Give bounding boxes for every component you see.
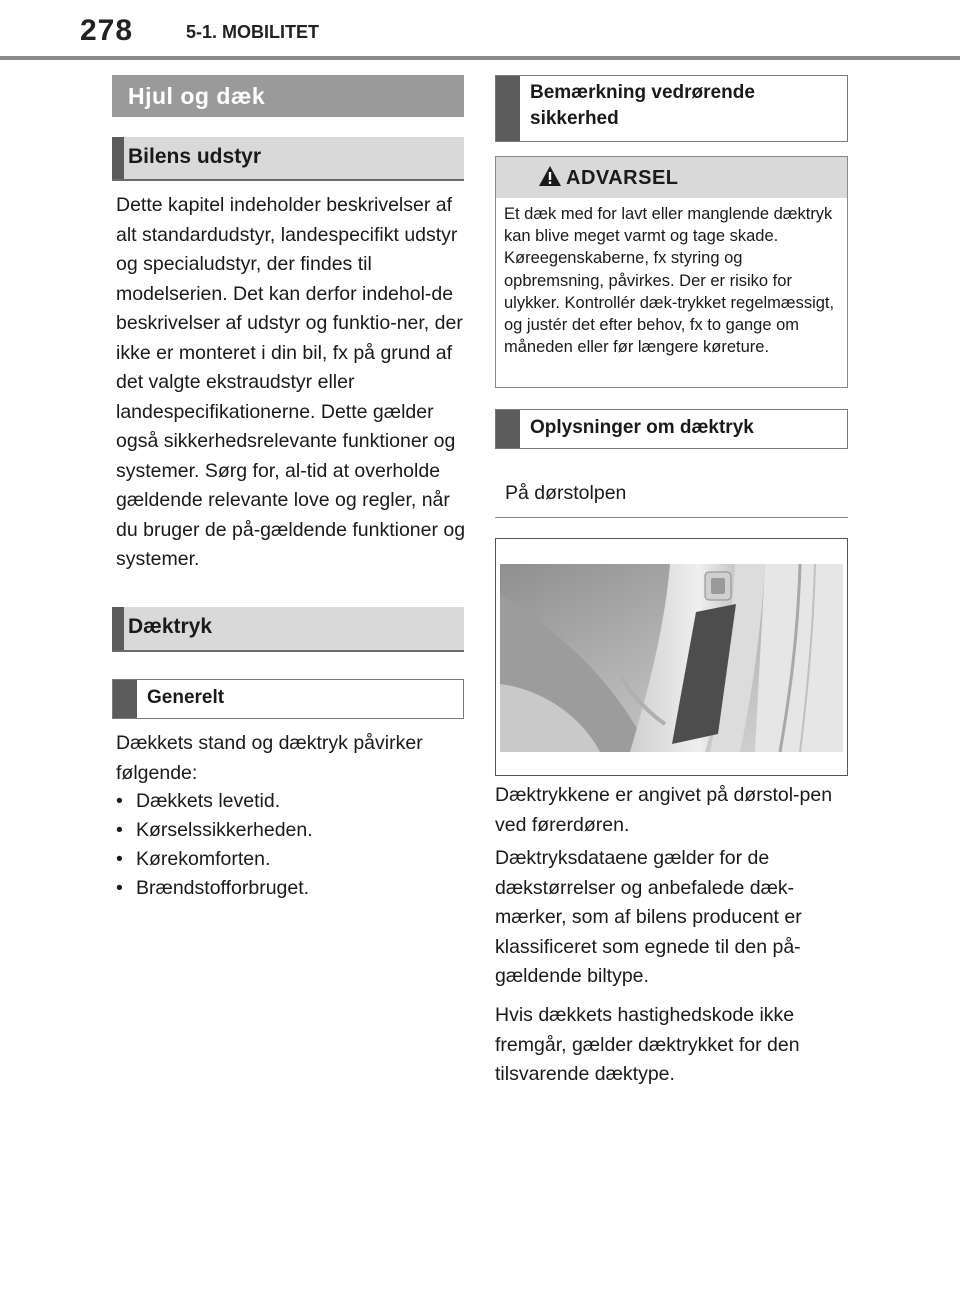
- effects-list: [112, 787, 464, 903]
- subheading-bar: [113, 680, 137, 718]
- bullet-icon: •: [116, 848, 123, 870]
- door-pillar-illustration: [500, 564, 843, 752]
- subheading-general-label: Generelt: [147, 687, 225, 708]
- door-pillar-heading: [495, 470, 848, 518]
- page-number: 278: [80, 14, 134, 47]
- page-header: [0, 0, 960, 60]
- list-item: • Dækkets levetid.: [112, 787, 464, 816]
- heading-equipment: [112, 137, 464, 181]
- equipment-paragraph: Dette kapitel indeholder beskrivelser af alt standardudstyr, landespecifikt udstyr og specialudstyr, der findes til modelserien. Det kan derfor indehol-de beskrivelser af udstyr og funktio-ner, der ikke er monteret i din bil, fx på grund af det valgte ekstraudstyr eller landespecifikationerne. Dette gælder også sikkerhedsrelevante funktioner og systemer. Sørg for, al-tid at overholde gældende relevante love og regler, når du bruger de på-gældende funktioner og systemer.: [116, 194, 466, 570]
- subheading-bar: [496, 410, 520, 448]
- warning-title: ADVARSEL: [566, 167, 679, 189]
- list-item: • Kørselssikkerheden.: [112, 816, 464, 845]
- heading-pressure-label: Dæktryk: [128, 615, 213, 638]
- location-paragraph: Dæktrykkene er angivet på dørstol-pen ved førerdøren.: [495, 784, 833, 836]
- subheading-info-label: Oplysninger om dæktryk: [530, 417, 754, 438]
- bullet-icon: •: [116, 877, 123, 899]
- warning-text: Et dæk med for lavt eller manglende dæktryk kan blive meget varmt og tage skade. Køreegenskaberne, fx styring og opbremsning, påvirkes. Der er risiko for ulykker. Kontrollér dæk-trykket regelmæssigt, og justér det efter behov, fx to gange om måneden eller før længere køreture.: [504, 205, 835, 357]
- list-item: • Kørekomforten.: [112, 845, 464, 874]
- chapter-title: Hjul og dæk: [112, 75, 464, 117]
- warning-box: [495, 156, 848, 388]
- general-intro: Dækkets stand og dæktryk påvirker følgende:: [116, 732, 423, 784]
- warning-triangle-icon: [538, 165, 562, 192]
- subheading-safety-label: Bemærkning vedrørende sikkerhed: [530, 82, 755, 129]
- heading-pressure: [112, 607, 464, 652]
- subheading-bar: [496, 76, 520, 141]
- heading-bar: [112, 607, 124, 650]
- speed-code-paragraph: Hvis dækkets hastighedskode ikke fremgår, gælder dæktrykket for den tilsvarende dæktype.: [495, 1004, 800, 1085]
- subheading-safety: [495, 75, 848, 142]
- heading-bar: [112, 137, 124, 179]
- heading-equipment-label: Bilens udstyr: [128, 145, 262, 168]
- bullet-icon: •: [116, 819, 123, 841]
- list-item: • Brændstofforbruget.: [112, 874, 464, 903]
- subheading-info: [495, 409, 848, 449]
- subheading-general: [112, 679, 464, 719]
- warning-header: [496, 157, 847, 198]
- door-pillar-figure: [495, 538, 848, 776]
- door-pillar-heading-label: På dørstolpen: [505, 482, 627, 504]
- bullet-icon: •: [116, 790, 123, 812]
- data-validity-paragraph: Dæktryksdataene gælder for de dækstørrelser og anbefalede dæk-mærker, som af bilens producent er klassificeret som egnede til den på-gældende biltype.: [495, 847, 802, 987]
- section-title: 5-1. MOBILITET: [186, 22, 320, 42]
- header-rule: [0, 56, 960, 60]
